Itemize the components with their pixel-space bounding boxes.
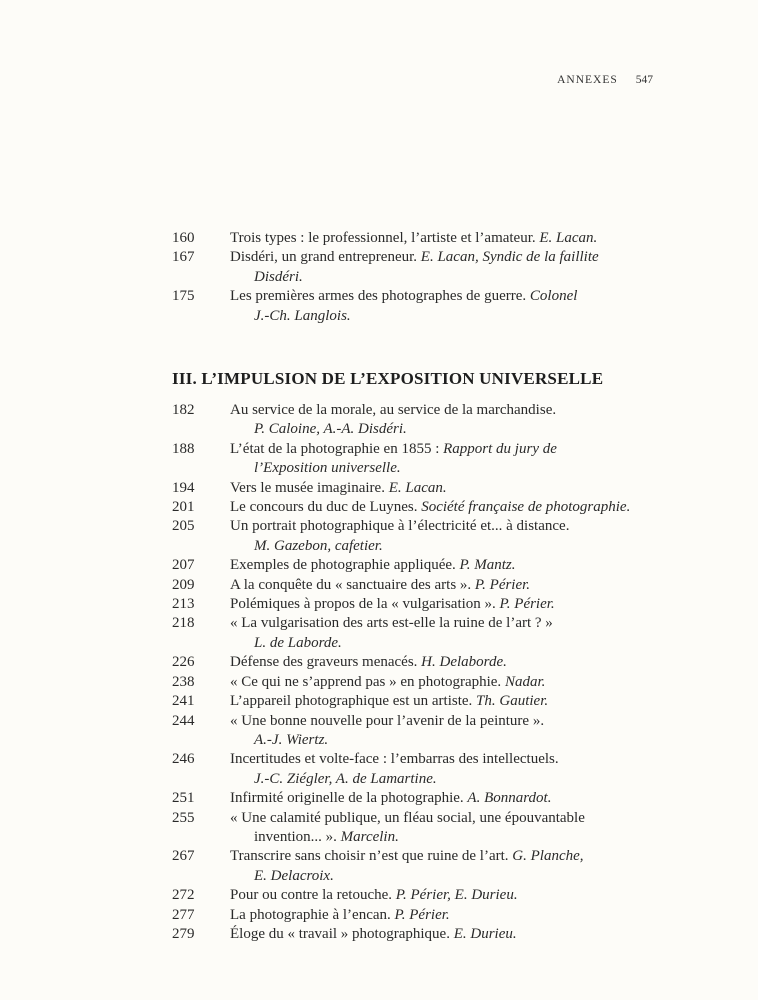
entry-author-continued: J.-Ch. Langlois. [254,307,351,324]
entry-author-continued: Marcelin. [340,828,399,845]
entry-author: Rapport du jury de [443,440,557,457]
entry-author-continued: l’Exposition universelle. [254,460,401,477]
entry-author-continued: A.-J. Wiertz. [254,731,329,748]
entry-page-number: 241 [172,693,195,710]
entry-page-number: 188 [172,440,195,457]
entry-title: Exemples de photographie appliquée. [230,557,456,574]
entry-page-number: 207 [172,557,195,574]
toc-entry [172,692,662,711]
entry-author: P. Périer, E. Durieu. [395,887,518,904]
toc-entry [172,440,662,479]
entry-page-number: 167 [172,249,195,266]
entry-page-number: 246 [172,751,195,768]
toc-entry [172,248,662,287]
toc-entry [172,229,662,248]
entry-title: Incertitudes et volte-face : l’embarras des intellectuels. [230,751,559,768]
entry-author: Th. Gautier. [476,693,549,710]
toc-entry [172,809,662,848]
entry-title: Disdéri, un grand entrepreneur. [230,249,418,266]
toc-entry [172,750,662,789]
running-head [557,74,653,86]
entry-author: P. Périer. [474,576,531,593]
entry-page-number: 218 [172,615,195,632]
entry-title: Le concours du duc de Luynes. [230,499,418,516]
page-number: 547 [635,74,653,86]
entry-title: Transcrire sans choisir n’est que ruine de l’art. [230,848,509,865]
entry-title: L’état de la photographie en 1855 : [230,440,440,457]
toc-entry [172,653,662,672]
toc-entry [172,673,662,692]
entry-page-number: 160 [172,230,195,246]
entry-title: Pour ou contre la retouche. [230,887,393,904]
entry-title: Au service de la morale, au service de la marchandise. [230,402,557,418]
entry-title: « Une calamité publique, un fléau social, une épouvantable [230,809,585,826]
entry-title: « Ce qui ne s’apprend pas » en photographie. [230,673,502,690]
toc-entry [172,925,662,944]
entry-title: La photographie à l’encan. [230,906,391,923]
toc-list-top [172,229,662,326]
entry-author: Colonel [529,288,578,305]
toc-entry [172,479,662,498]
entry-title: Un portrait photographique à l’électricité et... à distance. [230,518,570,535]
entry-page-number: 205 [172,518,195,535]
entry-title: Polémiques à propos de la « vulgarisation ». [230,596,496,613]
entry-title: « La vulgarisation des arts est-elle la ruine de l’art ? » [230,615,553,632]
entry-author: E. Lacan. [388,479,447,496]
toc-entry [172,498,662,517]
entry-page-number: 209 [172,576,195,593]
entry-page-number: 251 [172,790,195,807]
entry-title: A la conquête du « sanctuaire des arts ». [230,576,472,593]
entry-title: « Une bonne nouvelle pour l’avenir de la peinture ». [230,712,545,729]
section-heading: III. L’IMPULSION DE L’EXPOSITION UNIVERSELLE [172,369,604,388]
entry-author: P. Mantz. [459,557,516,574]
entry-author: H. Delaborde. [421,654,507,671]
toc-entry [172,789,662,808]
entry-author: A. Bonnardot. [467,790,552,807]
entry-page-number: 272 [172,887,195,904]
entry-page-number: 226 [172,654,195,671]
entry-author: G. Planche, [512,848,584,865]
toc-entry [172,576,662,595]
toc-entry [172,401,662,440]
toc-entry [172,287,662,326]
entry-author-continued: P. Caloine, A.-A. Disdéri. [254,421,407,438]
entry-page-number: 277 [172,906,195,923]
entry-title: Défense des graveurs menacés. [230,654,418,671]
toc-entry [172,556,662,575]
entry-author-continued: Disdéri. [254,268,303,285]
entry-author: Société française de photographie. [421,499,631,516]
entry-title: Trois types : le professionnel, l’artiste et l’amateur. [230,230,536,246]
entry-title: L’appareil photographique est un artiste. [230,693,473,710]
entry-author-continued: J.-C. Ziégler, A. de Lamartine. [254,770,437,787]
toc-entry [172,886,662,905]
entry-title: Vers le musée imaginaire. [230,479,385,496]
toc-list-main [172,401,662,944]
entry-page-number: 255 [172,809,195,826]
entry-page-number: 238 [172,673,195,690]
entry-author: E. Durieu. [453,925,517,942]
entry-author: E. Lacan, Syndic de la faillite [420,249,599,266]
entry-author-continued: M. Gazebon, cafetier. [254,537,383,554]
entry-page-number: 279 [172,925,195,942]
entry-title-continued: invention... ». [254,828,337,845]
entry-title: Éloge du « travail » photographique. [230,925,450,942]
toc-entry [172,847,662,886]
entry-author-continued: E. Delacroix. [254,867,334,884]
entry-page-number: 175 [172,288,195,305]
entry-author: E. Lacan. [539,230,598,246]
entry-page-number: 201 [172,499,195,516]
toc-entry [172,906,662,925]
entry-page-number: 267 [172,848,195,865]
entry-page-number: 182 [172,402,195,418]
entry-author: P. Périer. [394,906,450,923]
toc-entry [172,595,662,614]
running-head-section: ANNEXES [557,74,618,86]
toc-entry [172,712,662,751]
toc-entry [172,517,662,556]
toc-entry [172,614,662,653]
entry-title: Les premières armes des photographes de guerre. [230,288,527,305]
entry-title: Infirmité originelle de la photographie. [230,790,464,807]
entry-author: Nadar. [504,673,546,690]
entry-page-number: 213 [172,596,195,613]
entry-author: P. Périer. [499,596,555,613]
entry-page-number: 244 [172,712,195,729]
entry-page-number: 194 [172,479,195,496]
entry-author-continued: L. de Laborde. [254,634,342,651]
